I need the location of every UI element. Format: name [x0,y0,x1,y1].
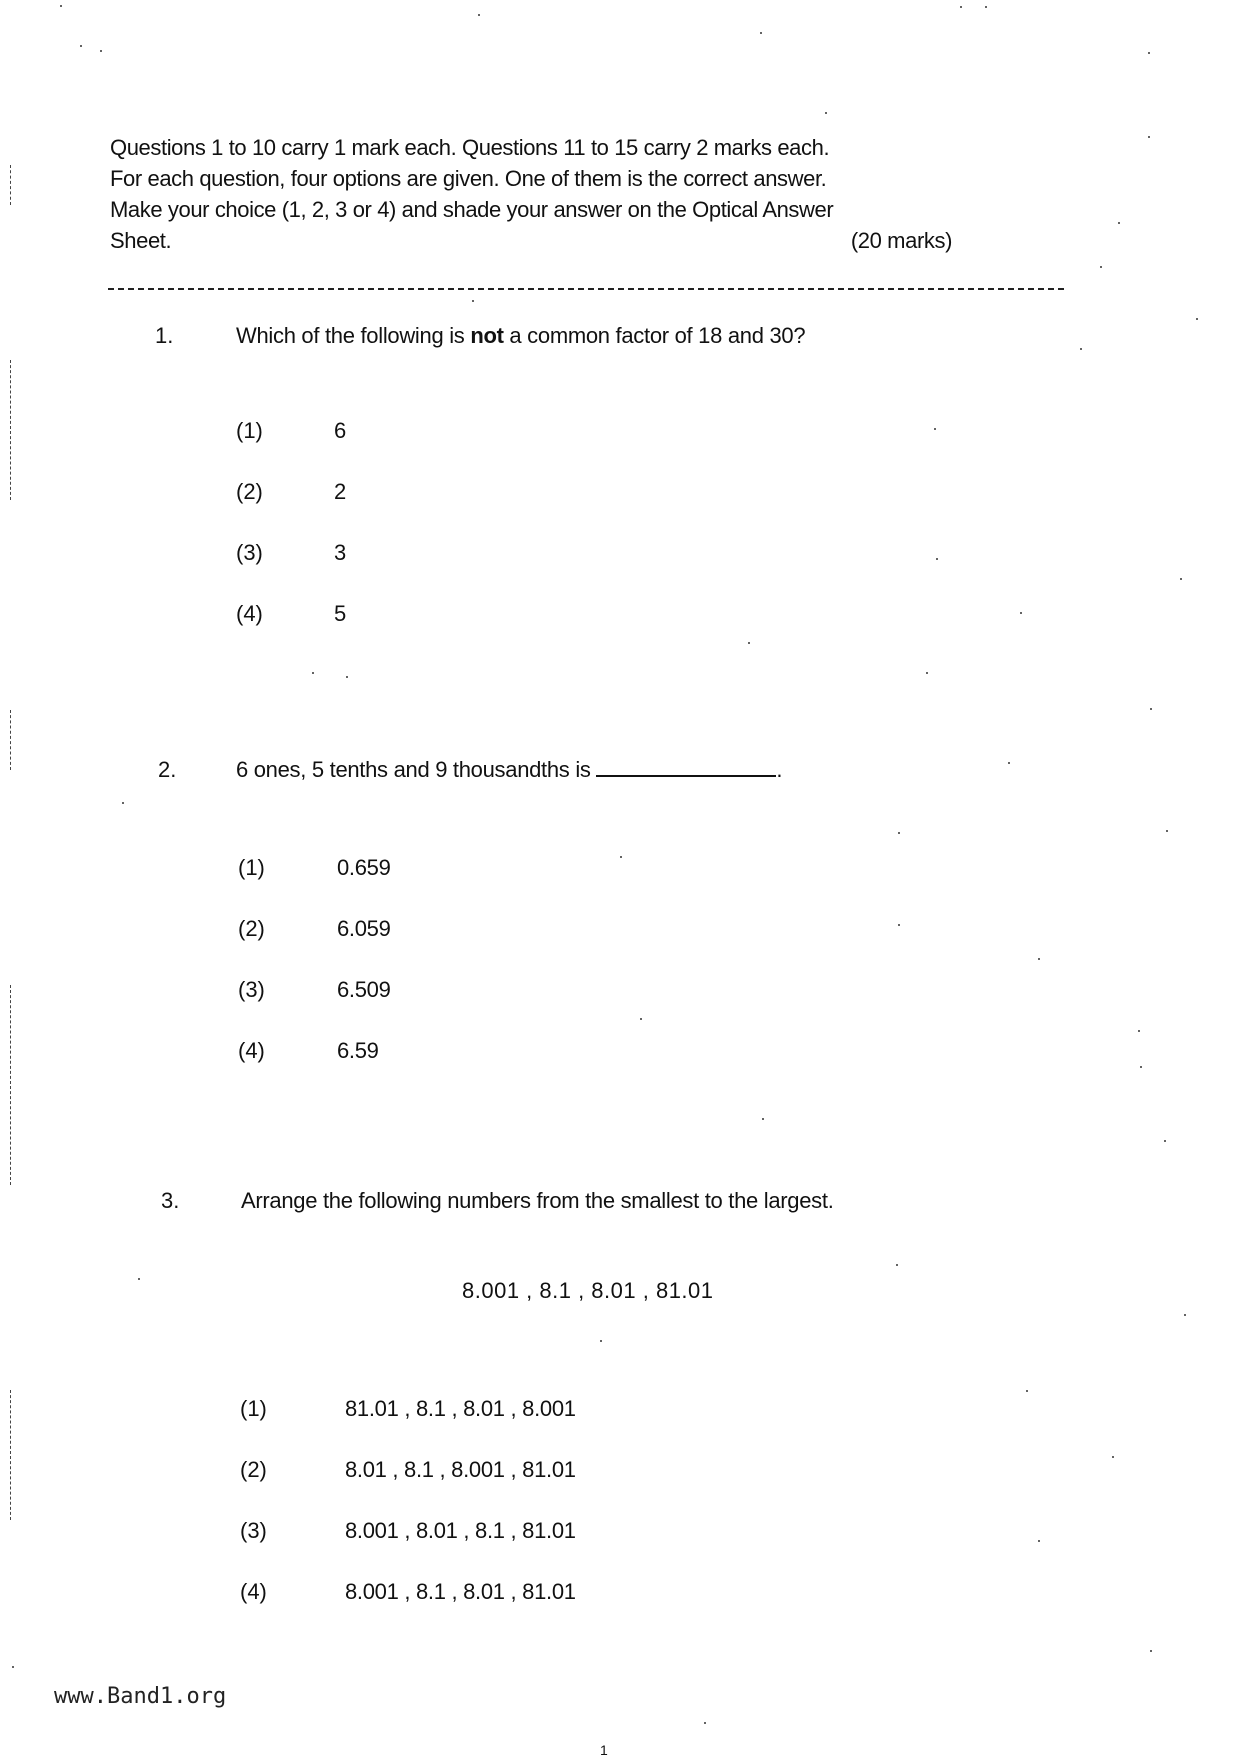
scan-speck [1118,222,1120,224]
scan-speck [1138,1030,1140,1032]
scan-speck [760,32,762,34]
question-2-option-3-label: (3) [238,977,265,1002]
question-2-text-main: 6 ones, 5 tenths and 9 thousandths is [236,757,591,782]
scan-speck [1026,1390,1028,1392]
scan-speck [926,672,928,674]
scan-speck [100,50,102,52]
question-2-option-1-value: 0.659 [337,855,391,880]
question-2-option-2-label: (2) [238,916,265,941]
scan-artifact-line [10,985,12,1185]
scan-speck [620,856,622,858]
question-3-option-4-value: 8.001 , 8.1 , 8.01 , 81.01 [345,1579,576,1604]
instructions-line-3: Make your choice (1, 2, 3 or 4) and shade your answer on the Optical Answer [110,197,834,222]
question-2-option-4-value: 6.59 [337,1038,379,1063]
scan-speck [138,1278,140,1280]
scan-speck [896,1264,898,1266]
question-1-option-4-value: 5 [334,601,346,626]
question-3-option-3-value: 8.001 , 8.01 , 8.1 , 81.01 [345,1518,576,1543]
scan-speck [12,1666,14,1668]
question-3-option-2-value: 8.01 , 8.1 , 8.001 , 81.01 [345,1457,576,1482]
page-number: 1 [600,1742,608,1758]
scan-speck [312,672,314,674]
scan-speck [1008,762,1010,764]
scan-speck [1038,958,1040,960]
scan-speck [1148,52,1150,54]
question-1-text-before: Which of the following is [236,323,471,348]
scan-speck [1112,1456,1114,1458]
scan-speck [640,1018,642,1020]
scan-speck [80,45,82,47]
scan-speck [960,6,962,8]
instructions-line-4: Sheet. [110,228,172,253]
scan-speck [1180,578,1182,580]
question-1-option-2-label: (2) [236,479,263,504]
question-1-text-bold: not [470,323,504,348]
scan-speck [1080,348,1082,350]
section-divider [108,288,1064,290]
scan-speck [1100,266,1102,268]
question-3-option-3-label: (3) [240,1518,267,1543]
question-1-option-2-value: 2 [334,479,346,504]
answer-blank [596,757,776,777]
scan-speck [748,642,750,644]
scan-speck [985,6,987,8]
question-2-option-4-label: (4) [238,1038,265,1063]
question-2-text [236,757,782,783]
question-1-option-3-value: 3 [334,540,346,565]
scan-speck [1196,318,1198,320]
scan-speck [1038,1540,1040,1542]
question-1-text [236,323,805,349]
total-marks: (20 marks) [850,228,952,253]
question-3-option-4-label: (4) [240,1579,267,1604]
question-3-option-1-label: (1) [240,1396,267,1421]
scan-artifact-line [10,360,12,500]
question-1-option-3-label: (3) [236,540,263,565]
scan-speck [1140,1066,1142,1068]
question-3-text: Arrange the following numbers from the smallest to the largest. [241,1188,834,1213]
footer-url: www.Band1.org [54,1684,227,1709]
scan-speck [1184,1314,1186,1316]
question-1-option-1-value: 6 [334,418,346,443]
scan-speck [825,112,827,114]
question-3-option-1-value: 81.01 , 8.1 , 8.01 , 8.001 [345,1396,576,1421]
question-1-text-after: a common factor of 18 and 30? [503,323,806,348]
scan-speck [346,676,348,678]
scan-speck [704,1722,706,1724]
scan-speck [472,300,474,302]
question-2-number: 2. [158,757,177,782]
scan-speck [1148,136,1150,138]
question-1-option-4-label: (4) [236,601,263,626]
scan-artifact-line [10,1390,12,1520]
scan-speck [762,1118,764,1120]
scan-speck [600,1340,602,1342]
scan-speck [1166,830,1168,832]
question-1-option-1-label: (1) [236,418,263,443]
scan-speck [1150,1650,1152,1652]
scan-artifact-line [10,165,12,205]
scan-speck [478,14,480,16]
question-3-number: 3. [161,1188,180,1213]
instructions-line-2: For each question, four options are given. One of them is the correct answer. [110,166,827,191]
scan-speck [122,802,124,804]
scan-speck [60,5,62,7]
question-2-option-3-value: 6.509 [337,977,391,1002]
scan-speck [936,558,938,560]
question-1-number: 1. [155,323,174,348]
question-3-number-list: 8.001 , 8.1 , 8.01 , 81.01 [462,1278,714,1303]
scan-speck [1020,612,1022,614]
instructions-block [110,132,950,256]
question-2-option-1-label: (1) [238,855,265,880]
scan-speck [934,428,936,430]
scan-speck [1150,708,1152,710]
instructions-line-1: Questions 1 to 10 carry 1 mark each. Questions 11 to 15 carry 2 marks each. [110,135,830,160]
scan-speck [898,924,900,926]
question-3-option-2-label: (2) [240,1457,267,1482]
question-2-text-end: . [776,757,783,782]
scan-speck [1164,1140,1166,1142]
scan-artifact-line [10,710,12,770]
scan-speck [898,832,900,834]
question-2-option-2-value: 6.059 [337,916,391,941]
